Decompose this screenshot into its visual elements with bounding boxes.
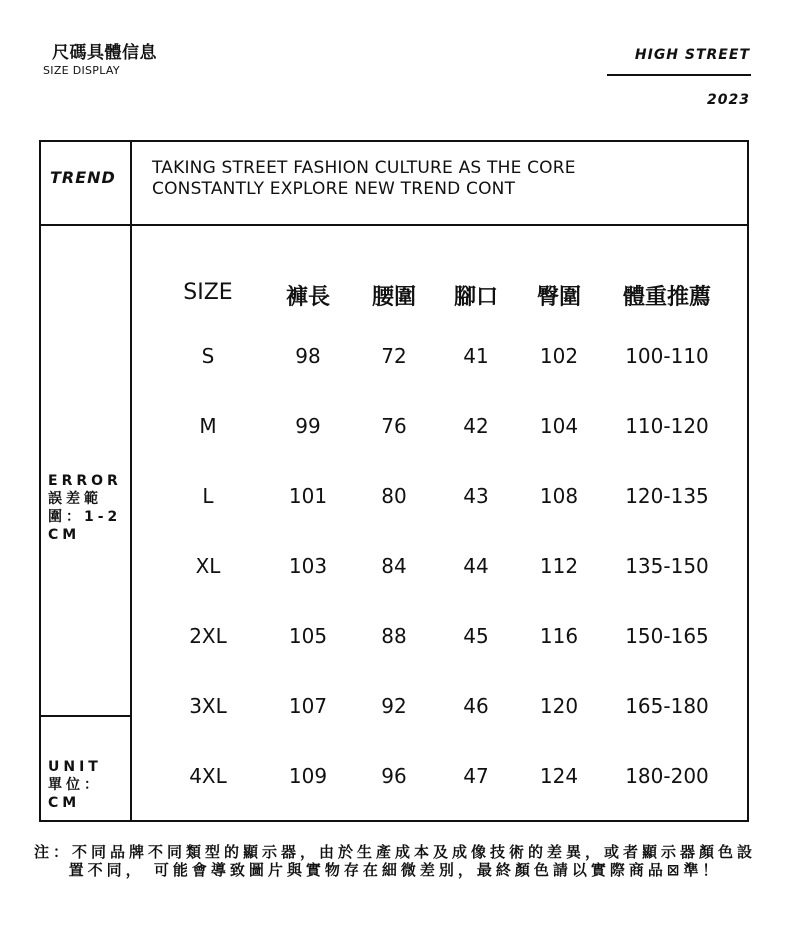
trend-description — [152, 158, 576, 200]
table-cell: 110-120 — [625, 414, 709, 438]
size-label-cell: XL — [195, 554, 221, 578]
table-cell: 100-110 — [625, 344, 709, 368]
table-cell: 41 — [463, 344, 489, 368]
trend-label: TREND — [50, 168, 116, 187]
table-cell: 135-150 — [625, 554, 709, 578]
table-cell: 84 — [381, 554, 407, 578]
size-label-cell: L — [202, 484, 214, 508]
table-cell: 46 — [463, 694, 489, 718]
table-cell: 102 — [539, 344, 579, 368]
column-header: 褲長 — [285, 285, 330, 310]
table-cell: 120-135 — [625, 484, 709, 508]
column-header: 臀圍 — [536, 285, 581, 310]
footer-line-1: 注：不同品牌不同類型的顯示器，由於生產成本及成像技術的差異，或者顯示器顏色設 — [33, 843, 756, 861]
table-cell: 107 — [288, 694, 328, 718]
table-cell: 103 — [288, 554, 328, 578]
size-chart-frame — [39, 140, 749, 822]
size-label-cell: 2XL — [189, 624, 227, 648]
table-cell: 109 — [288, 764, 328, 788]
year-label: 2023 — [707, 92, 750, 108]
footer-note — [0, 843, 790, 879]
table-cell: 150-165 — [625, 624, 709, 648]
unit-divider — [39, 715, 131, 717]
table-cell: 88 — [381, 624, 407, 648]
table-cell: 76 — [381, 414, 407, 438]
table-cell: 105 — [288, 624, 328, 648]
table-cell: 116 — [539, 624, 579, 648]
table-cell: 43 — [463, 484, 489, 508]
table-cell: 165-180 — [625, 694, 709, 718]
table-cell: 72 — [381, 344, 407, 368]
table-cell: 112 — [539, 554, 579, 578]
table-cell: 104 — [539, 414, 579, 438]
table-cell: 96 — [381, 764, 407, 788]
unit-note: UNIT 單位：CM — [48, 759, 102, 811]
column-header: 體重推薦 — [622, 285, 711, 310]
table-cell: 108 — [539, 484, 579, 508]
size-label-cell: 4XL — [189, 764, 227, 788]
column-header: 腰圍 — [371, 285, 416, 310]
table-cell: 124 — [539, 764, 579, 788]
table-cell: 45 — [463, 624, 489, 648]
table-cell: 98 — [295, 344, 321, 368]
table-cell: 99 — [295, 414, 321, 438]
size-label-cell: M — [199, 414, 217, 438]
table-cell: 120 — [539, 694, 579, 718]
table-cell: 47 — [463, 764, 489, 788]
error-note: ERROR 誤差範圍：1-2CM — [48, 473, 122, 543]
table-cell: 44 — [463, 554, 489, 578]
page-title-en: SIZE DISPLAY — [43, 64, 120, 77]
column-header: 腳口 — [453, 285, 498, 310]
table-cell: 92 — [381, 694, 407, 718]
brand-label: HIGH STREET — [634, 47, 750, 63]
trend-line-2: CONSTANTLY EXPLORE NEW TREND CONT — [152, 179, 516, 199]
brand-underline — [607, 74, 751, 76]
side-column-divider — [130, 140, 132, 822]
page-title-cn: 尺碼具體信息 — [52, 43, 157, 63]
table-cell: 180-200 — [625, 764, 709, 788]
size-label-cell: 3XL — [189, 694, 227, 718]
table-cell: 80 — [381, 484, 407, 508]
trend-divider — [39, 224, 749, 226]
table-cell: 42 — [463, 414, 489, 438]
table-cell: 101 — [288, 484, 328, 508]
trend-line-1: TAKING STREET FASHION CULTURE AS THE CORE — [152, 158, 576, 178]
size-label-cell: S — [201, 344, 215, 368]
footer-line-2: 置不同， 可能會導致圖片與實物存在細微差別，最終顏色請以實際商品⊠準！ — [68, 861, 722, 879]
column-header: SIZE — [183, 280, 233, 305]
